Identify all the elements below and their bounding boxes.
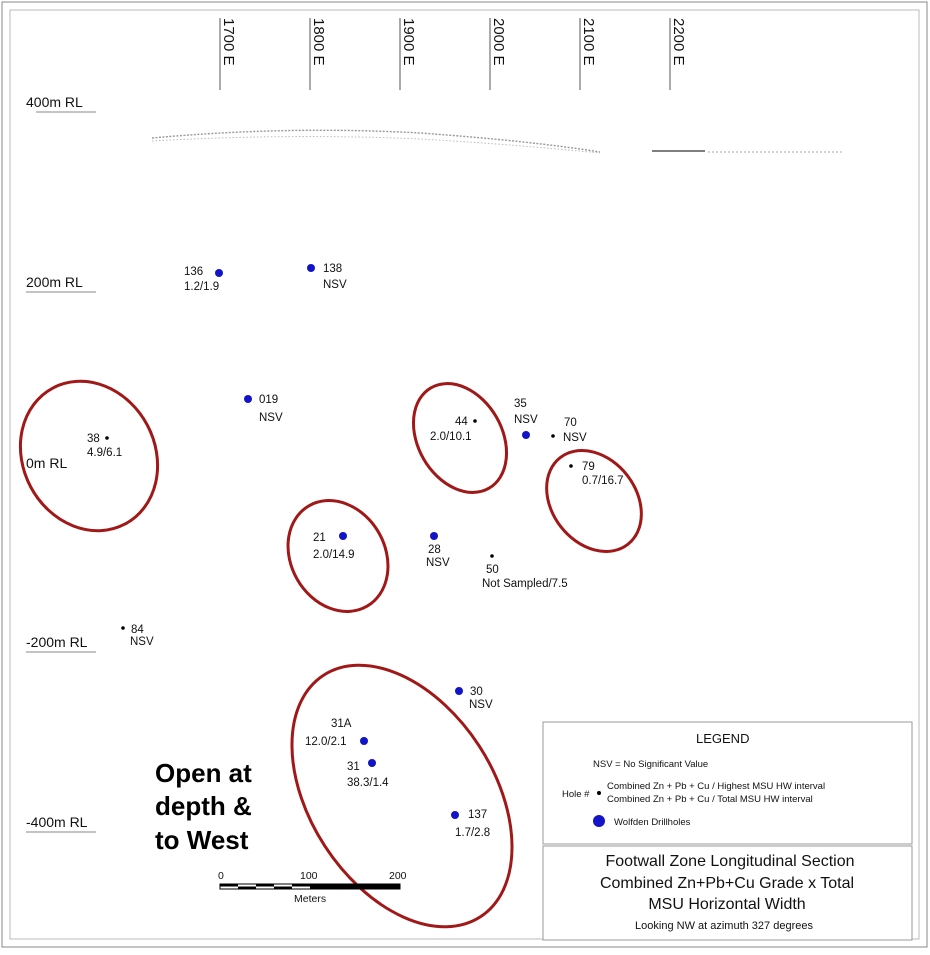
topographic-surface xyxy=(152,130,842,153)
scale-seg-3 xyxy=(256,884,274,887)
drillhole-019-value: NSV xyxy=(259,412,283,424)
drillhole-30-dot[interactable] xyxy=(455,687,463,695)
drillhole-136-dot[interactable] xyxy=(215,269,223,277)
legend-wolfden: Wolfden Drillholes xyxy=(614,817,691,828)
drillhole-28-value: NSV xyxy=(426,557,450,569)
drillhole-84-value: NSV xyxy=(130,636,154,648)
legend xyxy=(543,722,912,844)
easting-1900: 1900 E xyxy=(400,18,417,66)
drillhole-35-id: 35 xyxy=(514,398,527,410)
scale-bar xyxy=(218,870,407,905)
legend-wolfden-dot xyxy=(593,815,605,827)
scale-seg-2 xyxy=(238,887,256,890)
drillhole-21-dot[interactable] xyxy=(339,532,347,540)
drillhole-31a-id: 31A xyxy=(331,718,352,730)
drillhole-70-value: NSV xyxy=(563,432,587,444)
scale-seg-4 xyxy=(274,887,292,890)
drillhole-137-id: 137 xyxy=(468,809,488,821)
drillhole-79-dot[interactable] xyxy=(569,464,573,468)
drillhole-31a-value: 12.0/2.1 xyxy=(305,736,347,748)
drillhole-136-id: 136 xyxy=(184,266,204,278)
drillhole-35-dot[interactable] xyxy=(522,431,530,439)
rl-minus-200: -200m RL xyxy=(26,634,88,650)
target-ellipse-79 xyxy=(527,432,661,570)
easting-1700: 1700 E xyxy=(220,18,237,66)
drillhole-38-dot[interactable] xyxy=(105,436,109,440)
drillhole-31-dot[interactable] xyxy=(368,759,376,767)
drillhole-138-dot[interactable] xyxy=(307,264,315,272)
drillhole-136-value: 1.2/1.9 xyxy=(184,281,220,293)
easting-2200: 2200 E xyxy=(670,18,687,66)
scale-tick-100: 100 xyxy=(300,870,318,882)
scale-seg-5 xyxy=(292,884,310,887)
legend-line-2: Combined Zn + Pb + Cu / Total MSU HW interval xyxy=(607,794,813,805)
rl-0: 0m RL xyxy=(26,455,68,471)
scale-unit: Meters xyxy=(294,893,327,905)
scale-tick-0: 0 xyxy=(218,870,224,882)
drillhole-70-dot[interactable] xyxy=(551,434,555,438)
annotation-line-1: Open at xyxy=(155,758,252,788)
drillhole-137-value: 1.7/2.8 xyxy=(455,827,491,839)
drillhole-79-id: 79 xyxy=(582,461,595,473)
rl-labels xyxy=(26,94,96,832)
drillhole-84-id: 84 xyxy=(131,624,144,636)
drillhole-31a-dot[interactable] xyxy=(360,737,368,745)
drillhole-30-id: 30 xyxy=(470,686,483,698)
drillhole-138-id: 138 xyxy=(323,263,343,275)
title-line-3: MSU Horizontal Width xyxy=(648,896,806,913)
drillhole-019-dot[interactable] xyxy=(244,395,252,403)
legend-nsv: NSV = No Significant Value xyxy=(593,759,709,770)
easting-labels xyxy=(220,18,687,90)
drillhole-28-dot[interactable] xyxy=(430,532,438,540)
scale-tick-200: 200 xyxy=(389,870,407,882)
title-block xyxy=(543,846,912,940)
drillhole-44-dot[interactable] xyxy=(473,419,477,423)
scale-seg-1 xyxy=(220,884,238,887)
drillhole-70-id: 70 xyxy=(564,417,577,429)
drillhole-137-dot[interactable] xyxy=(451,811,459,819)
rl-minus-400: -400m RL xyxy=(26,814,88,830)
scale-seg-6 xyxy=(310,884,400,889)
drillhole-30-value: NSV xyxy=(469,699,493,711)
drillhole-31-id: 31 xyxy=(347,761,360,773)
drillhole-44-id: 44 xyxy=(455,416,468,428)
annotation-line-3: to West xyxy=(155,825,249,855)
rl-200: 200m RL xyxy=(26,274,83,290)
drillhole-44-value: 2.0/10.1 xyxy=(430,431,472,443)
drillhole-35-value: NSV xyxy=(514,414,538,426)
drillhole-28-id: 28 xyxy=(428,544,441,556)
drillhole-21-value: 2.0/14.9 xyxy=(313,549,355,561)
drillhole-21-id: 21 xyxy=(313,532,326,544)
easting-2000: 2000 E xyxy=(490,18,507,66)
drillhole-50-dot[interactable] xyxy=(490,554,494,558)
drillhole-138-value: NSV xyxy=(323,279,347,291)
open-at-depth-annotation xyxy=(155,758,252,855)
drillhole-84-dot[interactable] xyxy=(121,626,125,630)
drillhole-38-value: 4.9/6.1 xyxy=(87,447,123,459)
drillhole-019-id: 019 xyxy=(259,394,279,406)
drillhole-50-value: Not Sampled/7.5 xyxy=(482,578,568,590)
title-line-2: Combined Zn+Pb+Cu Grade x Total xyxy=(599,875,855,892)
rl-400: 400m RL xyxy=(26,94,83,110)
annotation-line-2: depth & xyxy=(155,791,252,821)
legend-hole-label: Hole # xyxy=(562,789,590,800)
legend-historic-dot xyxy=(597,791,601,795)
drillhole-31-value: 38.3/1.4 xyxy=(347,777,389,789)
easting-1800: 1800 E xyxy=(310,18,327,66)
legend-title: LEGEND xyxy=(696,731,750,746)
drillhole-38-id: 38 xyxy=(87,433,100,445)
title-line-4: Looking NW at azimuth 327 degrees xyxy=(635,920,813,932)
title-line-1: Footwall Zone Longitudinal Section xyxy=(605,853,855,870)
drillhole-50-id: 50 xyxy=(486,564,499,576)
drillhole-79-value: 0.7/16.7 xyxy=(582,475,624,487)
easting-2100: 2100 E xyxy=(580,18,597,66)
legend-line-1: Combined Zn + Pb + Cu / Highest MSU HW interval xyxy=(607,781,826,792)
